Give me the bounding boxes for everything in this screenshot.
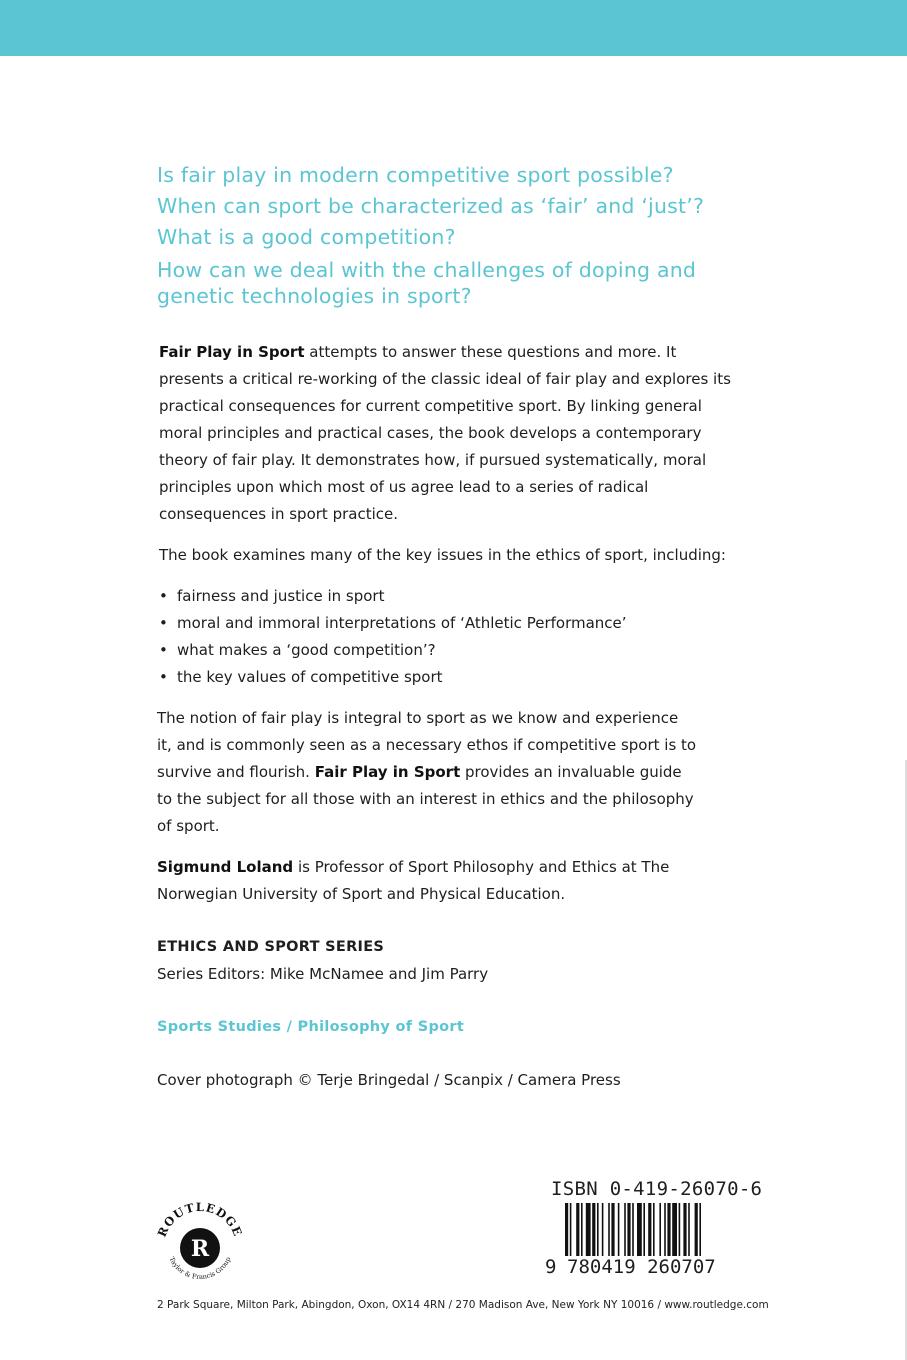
book-title: Fair Play in Sport	[159, 343, 305, 361]
ean-number: 9 780419 260707	[545, 1256, 716, 1278]
routledge-logo	[150, 1192, 250, 1292]
isbn-number: ISBN 0-419-26070-6	[551, 1178, 763, 1200]
question-3: What is a good competition?	[157, 225, 456, 249]
subject-category: Sports Studies / Philosophy of Sport	[157, 1019, 465, 1035]
publisher-address: 2 Park Square, Milton Park, Abingdon, Oxon, OX14 4RN / 270 Madison Ave, New York NY 10016 / www.routledge.com	[157, 1299, 769, 1311]
bullet-icon: •	[159, 641, 168, 659]
question-4-cont: genetic technologies in sport?	[157, 284, 472, 308]
issue-list	[159, 583, 757, 691]
author-paragraph: Sigmund Loland is Professor of Sport Philosophy and Ethics at The Norwegian University of Sport and Physical Education.	[157, 858, 670, 903]
logo-letter: R	[190, 1236, 210, 1262]
top-color-band	[0, 0, 907, 56]
series-title: ETHICS AND SPORT SERIES	[157, 939, 385, 955]
notion-paragraph: The notion of fair play is integral to sport as we know and experience it, and is commonly seen as a necessary ethos if competitive sport is to survive and flourish. Fair Play in Sport provides an invaluable guide to the subject for all those with an interest in ethics and the philosophy of sport.	[157, 709, 697, 835]
question-list	[157, 160, 757, 309]
series-editors: Series Editors: Mike McNamee and Jim Parry	[157, 965, 489, 983]
list-item: • the key values of competitive sport	[159, 664, 757, 691]
bullet-icon: •	[159, 614, 168, 632]
intro-text: attempts to answer these questions and more. It presents a critical re-working of the classic ideal of fair play and explores its practical consequences for current competitive sport. By linking general moral principles and practical cases, the book develops a contemporary theory of fair play. It demonstrates how, if pursued systematically, moral principles upon which most of us agree lead to a series of radical consequences in sport practice.	[159, 343, 731, 523]
logo-wordmark: ROUTLEDGE	[154, 1199, 246, 1239]
question-2: When can sport be characterized as ‘fair’ and ‘just’?	[157, 194, 705, 218]
intro-paragraph	[159, 339, 739, 528]
question-1: Is fair play in modern competitive sport possible?	[157, 163, 674, 187]
examines-paragraph: The book examines many of the key issues in the ethics of sport, including:	[159, 546, 726, 564]
author-name: Sigmund Loland	[157, 858, 294, 876]
back-cover-content	[157, 160, 757, 1094]
list-item: • moral and immoral interpretations of ‘Athletic Performance’	[159, 610, 757, 637]
cover-credit: Cover photograph © Terje Bringedal / Scanpix / Camera Press	[157, 1071, 621, 1089]
list-item: • fairness and justice in sport	[159, 583, 757, 610]
list-item: • what makes a ‘good competition’?	[159, 637, 757, 664]
logo-subtitle: Taylor & Francis Group	[167, 1255, 233, 1281]
question-4: How can we deal with the challenges of doping and	[157, 258, 697, 282]
bullet-icon: •	[159, 587, 168, 605]
book-title: Fair Play in Sport	[314, 763, 461, 781]
bullet-icon: •	[159, 668, 168, 686]
